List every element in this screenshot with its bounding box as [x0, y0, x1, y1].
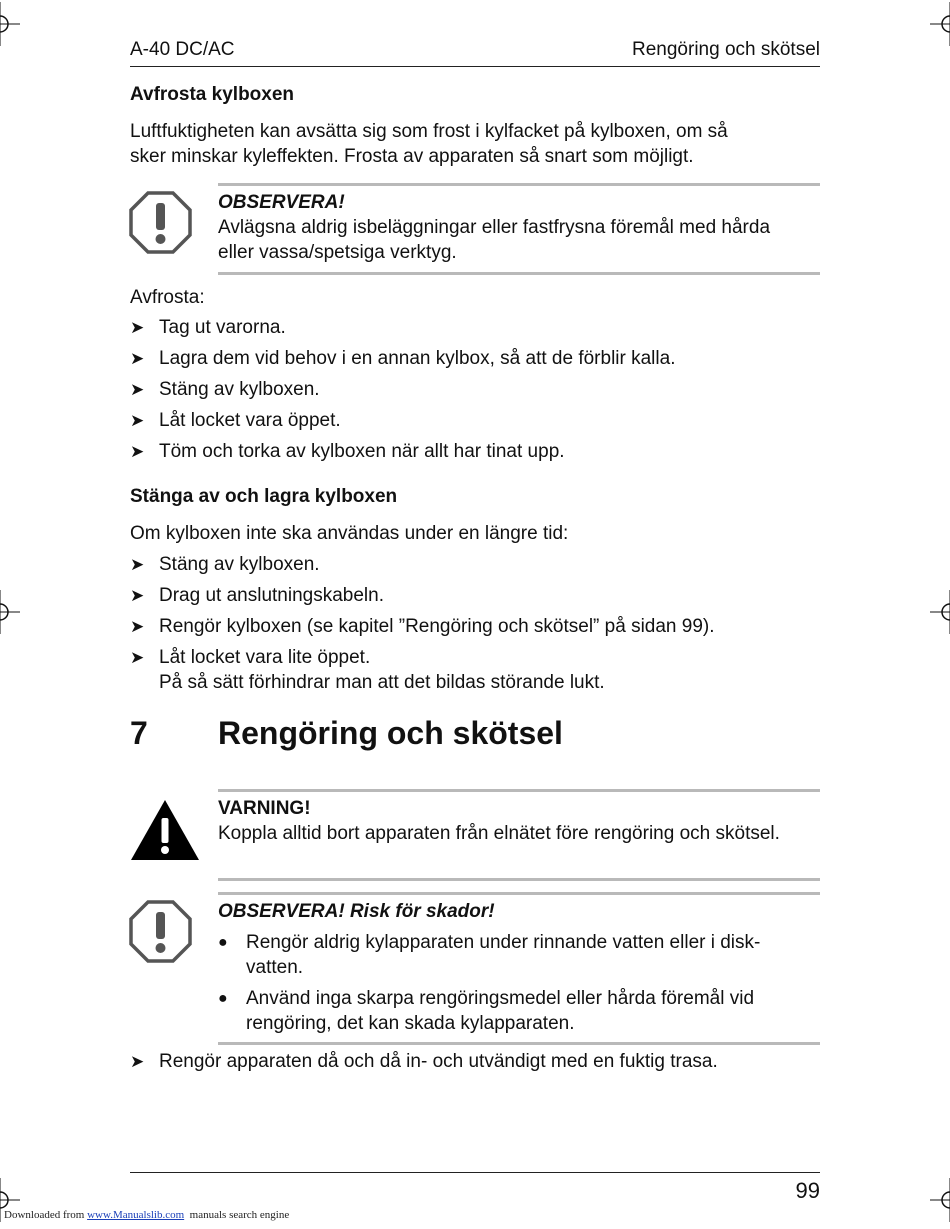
notice-top-bar [218, 183, 820, 186]
arrow-bullet-icon: ➤ [130, 380, 145, 399]
list-item [130, 614, 820, 639]
arrow-bullet-icon: ➤ [130, 349, 145, 368]
notice-title: OBSERVERA! [218, 192, 345, 213]
notice-octagon-icon [129, 900, 192, 963]
list-item [130, 645, 820, 695]
list-item-line: Låt locket vara lite öppet. [159, 647, 371, 668]
list-item-text: Tag ut varorna. [159, 317, 286, 338]
list-item [130, 315, 820, 340]
page-number: 99 [795, 1178, 820, 1203]
list-item-text: Rengör apparaten då och då in- och utvändigt med en fuktig trasa. [159, 1051, 718, 1072]
running-header-left: A-40 DC/AC [130, 39, 235, 60]
defrost-notice [218, 183, 820, 275]
defrost-steps-label: Avfrosta: [130, 287, 205, 308]
caution-list-item [218, 986, 820, 1036]
list-item [130, 552, 820, 577]
caution-item-line: Använd inga skarpa rengöringsmedel eller hårda föremål vid [246, 988, 755, 1009]
dot-bullet-icon: ● [218, 990, 228, 1007]
list-item-text: Stäng av kylboxen. [159, 379, 320, 400]
warning-triangle-icon [129, 798, 201, 862]
arrow-bullet-icon: ➤ [130, 617, 145, 636]
list-item-text: Drag ut anslutningskabeln. [159, 585, 384, 606]
warning-top-bar [218, 789, 820, 792]
notice-line: eller vassa/spetsiga verktyg. [218, 242, 457, 263]
storage-intro: Om kylboxen inte ska användas under en längre tid: [130, 523, 569, 544]
download-prefix: Downloaded from [4, 1209, 88, 1221]
notice-bottom-bar [218, 272, 820, 275]
arrow-bullet-icon: ➤ [130, 555, 145, 574]
registration-mark-icon [0, 2, 20, 46]
defrost-intro-line: sker minskar kyleffekten. Frosta av apparaten så snart som möjligt. [130, 146, 694, 167]
manualslib-link[interactable]: www.Manualslib.com [87, 1209, 185, 1221]
warning-bottom-bar [218, 878, 820, 881]
defrost-intro-line: Luftfuktigheten kan avsätta sig som frost i kylfacket på kylboxen, om så [130, 121, 728, 142]
notice-octagon-icon [129, 191, 192, 254]
list-item [130, 346, 820, 371]
caution-item-line: vatten. [246, 957, 304, 978]
section-heading-storage: Stänga av och lagra kylboxen [130, 486, 398, 507]
chapter-title: Rengöring och skötsel [218, 715, 563, 751]
caution-item-line: rengöring, det kan skada kylapparaten. [246, 1013, 575, 1034]
caution-list-item [218, 930, 820, 980]
warning-title: VARNING! [218, 798, 311, 819]
list-item [130, 377, 820, 402]
download-suffix: manuals search engine [184, 1209, 290, 1221]
caution-bottom-bar [218, 1042, 820, 1045]
notice-line: Avlägsna aldrig isbeläggningar eller fastfrysna föremål med hårda [218, 217, 771, 238]
list-item-text: Stäng av kylboxen. [159, 554, 320, 575]
arrow-bullet-icon: ➤ [130, 411, 145, 430]
caution-item-line: Rengör aldrig kylapparaten under rinnande vatten eller i disk- [246, 932, 761, 953]
registration-mark-icon [930, 2, 950, 46]
arrow-bullet-icon: ➤ [130, 648, 145, 667]
list-item-text: Lagra dem vid behov i en annan kylbox, så att de förblir kalla. [159, 348, 676, 369]
chapter-number: 7 [130, 715, 148, 751]
list-item [130, 583, 820, 608]
list-item [130, 439, 820, 464]
caution-box [218, 892, 820, 1045]
registration-mark-icon [0, 590, 20, 634]
defrost-intro [130, 119, 820, 169]
list-item-text: Töm och torka av kylboxen när allt har tinat upp. [159, 441, 565, 462]
registration-mark-icon [930, 590, 950, 634]
caution-title: OBSERVERA! Risk för skador! [218, 901, 495, 922]
warning-text: Koppla alltid bort apparaten från elnätet före rengöring och skötsel. [218, 823, 780, 844]
list-item [130, 408, 820, 433]
arrow-bullet-icon: ➤ [130, 1052, 145, 1071]
list-item-text [159, 645, 820, 695]
list-item-text: Rengör kylboxen (se kapitel ”Rengöring och skötsel” på sidan 99). [159, 616, 715, 637]
warning-box [218, 789, 820, 881]
section-heading-defrost: Avfrosta kylboxen [130, 84, 295, 105]
dot-bullet-icon: ● [218, 934, 228, 951]
caution-item-text [246, 930, 760, 980]
footer-rule [130, 1172, 820, 1173]
download-note [4, 1209, 289, 1221]
arrow-bullet-icon: ➤ [130, 586, 145, 605]
caution-item-text [246, 986, 754, 1036]
registration-mark-icon [930, 1178, 950, 1222]
running-header-right: Rengöring och skötsel [632, 39, 820, 60]
list-item-text: Låt locket vara öppet. [159, 410, 341, 431]
arrow-bullet-icon: ➤ [130, 318, 145, 337]
list-item [130, 1049, 820, 1074]
caution-top-bar [218, 892, 820, 895]
arrow-bullet-icon: ➤ [130, 442, 145, 461]
header-rule [130, 66, 820, 67]
list-item-line: På så sätt förhindrar man att det bildas störande lukt. [159, 672, 605, 693]
